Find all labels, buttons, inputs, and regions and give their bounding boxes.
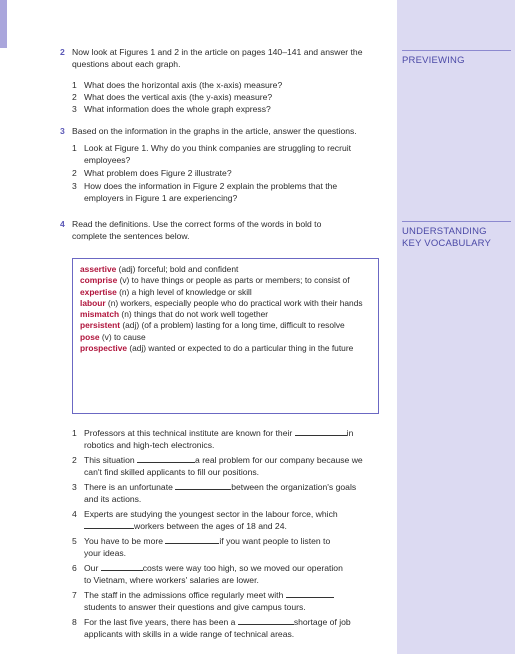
q3-item-2: 2 What problem does Figure 2 illustrate?: [72, 168, 232, 178]
answer-blank[interactable]: [101, 563, 143, 571]
sentence-4: 4 Experts are studying the youngest sector in the labour force, which workers between the ages of 18 and 24.: [72, 509, 338, 531]
answer-blank[interactable]: [295, 428, 347, 436]
section-label-vocabulary: UNDERSTANDING KEY VOCABULARY: [402, 221, 511, 250]
sentence-3: 3 There is an unfortunate between the organization's goals and its actions.: [72, 482, 357, 504]
q3-item-3: 3 How does the information in Figure 2 explain the problems that the employers in Figure 1 are experiencing?: [72, 181, 338, 203]
definition-item: mismatch (n) things that do not work well together: [80, 309, 269, 320]
section-label-previewing: PREVIEWING: [402, 50, 511, 67]
q2-item-1: 1 What does the horizontal axis (the x-axis) measure?: [72, 80, 283, 90]
q2-item-3: 3 What information does the whole graph express?: [72, 104, 271, 114]
sentence-6: 6 Our costs were way too high, so we moved our operation to Vietnam, where workers' salaries are lower.: [72, 563, 343, 585]
answer-blank[interactable]: [286, 590, 334, 598]
definition-item: persistent (adj) (of a problem) lasting for a long time, difficult to resolve: [80, 320, 345, 331]
definitions-box: [72, 258, 379, 414]
answer-blank[interactable]: [165, 536, 219, 544]
question-4: 4 Read the definitions. Use the correct forms of the words in bold to complete the sentences below.: [60, 219, 322, 241]
q2-item-2: 2 What does the vertical axis (the y-axis) measure?: [72, 92, 273, 102]
sentence-7: 7 The staff in the admissions office regularly meet with students to answer their questions and give campus tours.: [72, 590, 390, 613]
question-3: 3 Based on the information in the graphs in the article, answer the questions.: [60, 126, 357, 136]
definition-item: assertive (adj) forceful; bold and confident: [80, 264, 239, 274]
sentence-2: 2 This situation a real problem for our company because we can't find skilled applicants to fill our positions.: [72, 455, 363, 477]
page-edge-tab: [0, 0, 7, 48]
sentence-8: 8 For the last five years, there has been a shortage of job applicants with skills in a wide range of technical areas.: [72, 617, 351, 639]
q3-item-1: 1 Look at Figure 1. Why do you think companies are struggling to recruit employees?: [72, 143, 352, 165]
sentence-5: 5 You have to be more if you want people to listen to your ideas.: [72, 536, 331, 558]
definition-item: expertise (n) a high level of knowledge or skill: [80, 286, 252, 297]
answer-blank[interactable]: [175, 482, 231, 490]
sidebar: [397, 0, 515, 654]
answer-blank[interactable]: [84, 521, 134, 529]
answer-blank[interactable]: [238, 617, 294, 625]
definition-item: comprise (v) to have things or people as parts or members; to consist of: [80, 275, 350, 286]
definition-item: pose (v) to cause: [80, 331, 146, 342]
question-2: 2 Now look at Figures 1 and 2 in the article on pages 140–141 and answer the questions about each graph.: [60, 47, 363, 69]
answer-blank[interactable]: [137, 455, 195, 463]
sentence-1: 1 Professors at this technical institute are known for their in robotics and high-tech electronics.: [72, 428, 354, 450]
definition-item: prospective (adj) wanted or expected to do a particular thing in the future: [80, 343, 354, 354]
definition-item: labour (n) workers, especially people who do practical work with their hands: [80, 297, 363, 308]
